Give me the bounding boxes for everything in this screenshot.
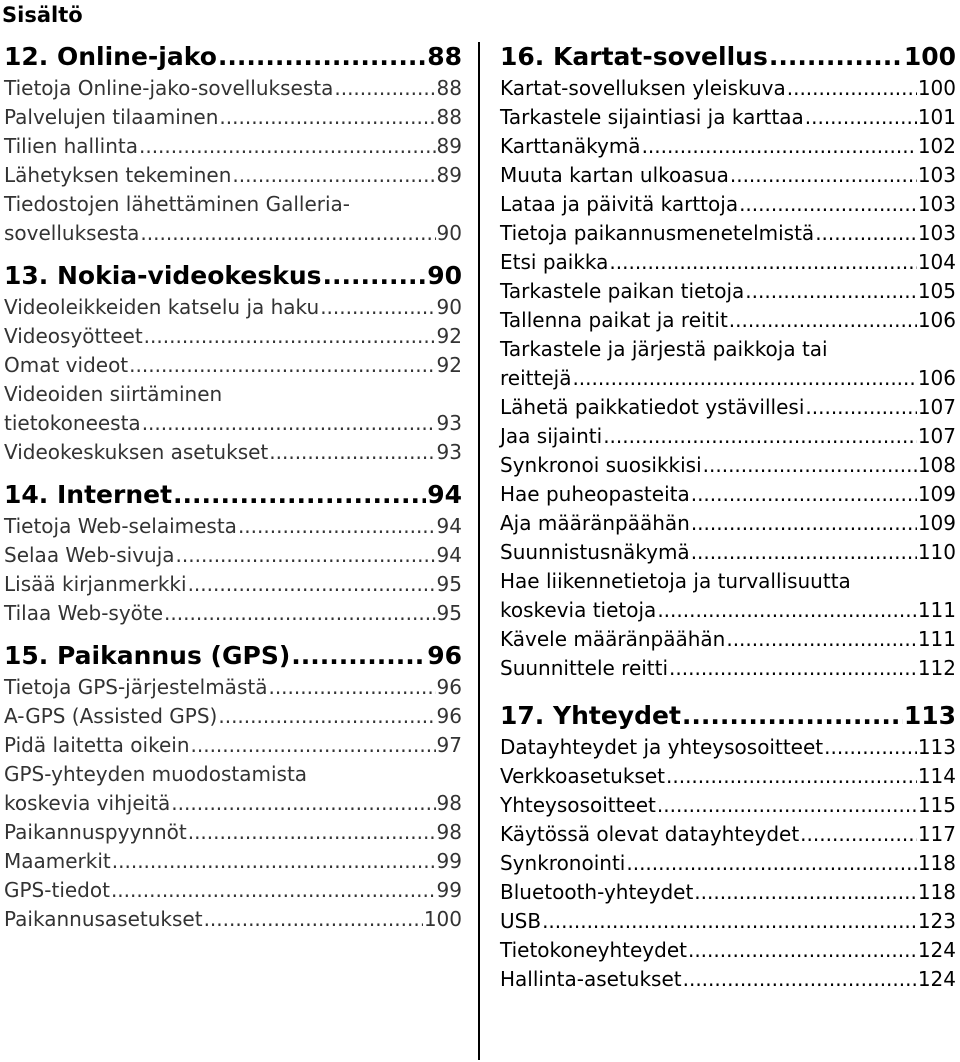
dot-leader (745, 277, 917, 306)
toc-entry[interactable] (4, 818, 462, 847)
section-title[interactable] (4, 40, 462, 74)
toc-entry-line (4, 293, 462, 322)
toc-section (4, 259, 462, 467)
toc-entry[interactable] (4, 293, 462, 322)
dot-leader (112, 847, 436, 876)
dot-leader (603, 422, 917, 451)
dot-leader (218, 702, 435, 731)
toc-entry[interactable] (500, 878, 956, 907)
toc-entry-line (4, 161, 462, 190)
dot-leader (694, 878, 917, 907)
dot-leader (171, 789, 435, 818)
dot-leader (669, 654, 917, 683)
toc-entry-line (500, 306, 956, 335)
toc-entry-label: Tietoja paikannusmenetelmistä (500, 221, 815, 245)
toc-entry-line (4, 847, 462, 876)
toc-entry-label: USB (500, 909, 542, 933)
dot-leader (140, 219, 435, 248)
toc-entry-label: koskevia vihjeitä (4, 791, 171, 815)
section-title-label: 14. Internet (4, 480, 173, 509)
toc-entry-line (4, 351, 462, 380)
section-title[interactable] (4, 478, 462, 512)
toc-entry[interactable] (500, 422, 956, 451)
toc-entry-label-line1: Tarkastele ja järjestä paikkoja tai (500, 337, 828, 361)
toc-entry-page-number: 108 (917, 453, 956, 477)
toc-entry-line (500, 364, 956, 393)
toc-entry-label: Lähetä paikkatiedot ystävillesi (500, 395, 805, 419)
toc-entry-label: Tietoja Web-selaimesta (4, 514, 237, 538)
toc-entry-page-number: 109 (917, 482, 956, 506)
toc-entry-label: Synkronointi (500, 851, 626, 875)
toc-entry-line (4, 132, 462, 161)
toc-section (500, 699, 956, 994)
toc-entry-label-line1: Tiedostojen lähettäminen Galleria- (4, 192, 350, 216)
toc-entry-page-number: 103 (917, 221, 956, 245)
toc-entry-label: Tilaa Web-syöte (4, 601, 164, 625)
toc-entry[interactable] (500, 965, 956, 994)
toc-entry-label: Lähetyksen tekeminen (4, 163, 232, 187)
toc-entry[interactable] (4, 570, 462, 599)
toc-entry[interactable] (4, 103, 462, 132)
dot-leader (142, 409, 436, 438)
dot-leader (173, 478, 426, 512)
toc-entry[interactable] (4, 541, 462, 570)
toc-section (4, 40, 462, 248)
dot-leader (726, 625, 916, 654)
section-page-number: 96 (427, 641, 462, 670)
toc-entry-line (500, 596, 956, 625)
toc-section (4, 639, 462, 934)
section-page-number: 113 (903, 701, 956, 730)
section-title[interactable] (4, 259, 462, 293)
toc-entry-page-number: 101 (917, 105, 956, 129)
toc-entry-label-line1: Videoiden siirtäminen (4, 382, 223, 406)
toc-entry[interactable] (500, 132, 956, 161)
dot-leader (642, 132, 917, 161)
toc-entry-page-number: 103 (917, 192, 956, 216)
toc-entry[interactable] (4, 702, 462, 731)
toc-entry-label: Hae puheopasteita (500, 482, 690, 506)
section-page-number: 94 (427, 480, 462, 509)
toc-entry-page-number: 115 (917, 793, 956, 817)
toc-entry-line (500, 161, 956, 190)
toc-entry-page-number: 90 (436, 221, 462, 245)
toc-entry-line (500, 849, 956, 878)
toc-entry-label: reittejä (500, 366, 572, 390)
toc-entry[interactable] (500, 248, 956, 277)
toc-entry[interactable] (500, 451, 956, 480)
toc-entry-page-number: 124 (917, 938, 956, 962)
toc-entry[interactable] (500, 74, 956, 103)
toc-entry-page-number: 111 (917, 627, 956, 651)
toc-entry-line (500, 132, 956, 161)
section-title-label: 13. Nokia-videokeskus (4, 261, 322, 290)
toc-entry[interactable] (4, 847, 462, 876)
toc-entry[interactable] (500, 219, 956, 248)
toc-entry[interactable] (4, 380, 462, 438)
dot-leader (703, 451, 917, 480)
toc-entry-page-number: 88 (436, 76, 462, 100)
section-title[interactable] (500, 40, 956, 74)
toc-entry[interactable] (500, 538, 956, 567)
toc-entry-label: Aja määränpäähän (500, 511, 690, 535)
toc-entry-label: Käytössä olevat datayhteydet (500, 822, 800, 846)
toc-entry-line (500, 733, 956, 762)
toc-entry-label: Videosyötteet (4, 324, 143, 348)
dot-leader (800, 820, 917, 849)
section-title[interactable] (500, 699, 956, 733)
toc-entry-label: Etsi paikka (500, 250, 609, 274)
toc-entry-label: Kävele määränpäähän (500, 627, 726, 651)
dot-leader (657, 791, 917, 820)
toc-entry-label: Bluetooth-yhteydet (500, 880, 694, 904)
toc-entry-line (500, 451, 956, 480)
toc-entry-line (500, 762, 956, 791)
toc-entry-label: Jaa sijainti (500, 424, 603, 448)
toc-entry[interactable] (500, 791, 956, 820)
toc-entry-page-number: 103 (917, 163, 956, 187)
toc-entry-line (500, 74, 956, 103)
toc-entry-line (4, 409, 462, 438)
toc-entry[interactable] (500, 161, 956, 190)
toc-entry-label: Tietokoneyhteydet (500, 938, 687, 962)
toc-entry-page-number: 104 (917, 250, 956, 274)
toc-entry[interactable] (4, 438, 462, 467)
toc-entry[interactable] (4, 512, 462, 541)
toc-entry-label: tietokoneesta (4, 411, 141, 435)
dot-leader (320, 293, 435, 322)
dot-leader (805, 393, 916, 422)
toc-entry-line (4, 876, 462, 905)
dot-leader (805, 103, 917, 132)
toc-entry-page-number: 93 (436, 440, 462, 464)
toc-entry[interactable] (500, 762, 956, 791)
toc-entry[interactable] (500, 335, 956, 393)
toc-entry-line (500, 422, 956, 451)
toc-entry-line (500, 965, 956, 994)
toc-entry-page-number: 89 (436, 163, 462, 187)
section-title-label: 15. Paikannus (GPS) (4, 641, 291, 670)
dot-leader (139, 132, 436, 161)
toc-entry-line (4, 438, 462, 467)
toc-entry-page-number: 109 (917, 511, 956, 535)
toc-entry-line (500, 393, 956, 422)
section-title-label: 12. Online-jako (4, 42, 217, 71)
toc-entry[interactable] (500, 480, 956, 509)
toc-entry-page-number: 90 (436, 295, 462, 319)
toc-entry-page-number: 111 (917, 598, 956, 622)
toc-entry[interactable] (500, 820, 956, 849)
toc-entry-line (4, 322, 462, 351)
dot-leader (238, 512, 436, 541)
dot-leader (334, 74, 435, 103)
toc-entry[interactable] (4, 599, 462, 628)
dot-leader (268, 673, 435, 702)
toc-entry-page-number: 110 (917, 540, 956, 564)
toc-entry-label: Verkkoasetukset (500, 764, 665, 788)
toc-entry-page-number: 118 (917, 851, 956, 875)
dot-leader (609, 248, 916, 277)
toc-entry[interactable] (500, 509, 956, 538)
dot-leader (291, 639, 426, 673)
toc-entry-line (500, 103, 956, 132)
toc-entry-page-number: 106 (917, 366, 956, 390)
toc-section (500, 40, 956, 683)
toc-entry[interactable] (4, 905, 462, 934)
toc-entry[interactable] (4, 673, 462, 702)
dot-leader (542, 907, 917, 936)
toc-entry[interactable] (500, 654, 956, 683)
dot-leader (626, 849, 916, 878)
dot-leader (188, 570, 436, 599)
toc-entry[interactable] (500, 625, 956, 654)
toc-entry-label: Paikannuspyynnöt (4, 820, 187, 844)
dot-leader (204, 905, 423, 934)
toc-entry-label: koskevia tietoja (500, 598, 657, 622)
toc-entry[interactable] (4, 322, 462, 351)
toc-entry-page-number: 113 (917, 735, 956, 759)
toc-entry-label: Hallinta-asetukset (500, 967, 682, 991)
dot-leader (129, 351, 435, 380)
section-page-number: 90 (427, 261, 462, 290)
dot-leader (824, 733, 917, 762)
dot-leader (683, 965, 917, 994)
dot-leader (219, 103, 435, 132)
toc-entry-label: Synkronoi suosikkisi (500, 453, 702, 477)
section-page-number: 100 (903, 42, 956, 71)
toc-entry-label: Tietoja GPS-järjestelmästä (4, 675, 268, 699)
dot-leader (691, 509, 917, 538)
toc-entry-label: Datayhteydet ja yhteysosoitteet (500, 735, 824, 759)
toc-entry-page-number: 100 (423, 907, 462, 931)
toc-entry[interactable] (4, 161, 462, 190)
toc-entry-label: Tilien hallinta (4, 134, 138, 158)
dot-leader (218, 40, 426, 74)
toc-column-right (500, 40, 956, 994)
toc-entry-line (4, 512, 462, 541)
dot-leader (769, 40, 903, 74)
toc-entry-label: Suunnittele reitti (500, 656, 669, 680)
dot-leader (657, 596, 917, 625)
section-title-label: 17. Yhteydet (500, 701, 681, 730)
toc-entry-line (4, 74, 462, 103)
toc-entry-page-number: 106 (917, 308, 956, 332)
toc-entry-page-number: 92 (436, 324, 462, 348)
toc-entry[interactable] (500, 936, 956, 965)
toc-entry-label: Maamerkit (4, 849, 111, 873)
toc-entry-line (4, 219, 462, 248)
toc-entry-label: Suunnistusnäkymä (500, 540, 690, 564)
toc-entry[interactable] (500, 907, 956, 936)
toc-entry-label-line1: GPS-yhteyden muodostamista (4, 762, 308, 786)
toc-entry-line (4, 103, 462, 132)
toc-entry-line (500, 820, 956, 849)
toc-entry-line (500, 509, 956, 538)
toc-column-left (4, 40, 462, 934)
toc-entry-line (4, 570, 462, 599)
toc-entry-page-number: 95 (436, 572, 462, 596)
toc-entry-page-number: 114 (917, 764, 956, 788)
dot-leader (572, 364, 916, 393)
toc-entry[interactable] (500, 306, 956, 335)
dot-leader (144, 322, 436, 351)
dot-leader (688, 936, 917, 965)
dot-leader (164, 599, 436, 628)
toc-entry-page-number: 88 (436, 105, 462, 129)
toc-entry[interactable] (4, 190, 462, 248)
toc-entry-line (500, 907, 956, 936)
dot-leader (730, 161, 917, 190)
toc-entry-line (500, 480, 956, 509)
page-header: Sisältö (2, 3, 83, 27)
dot-leader (729, 306, 917, 335)
toc-entry-page-number: 96 (436, 675, 462, 699)
toc-entry-label: Yhteysosoitteet (500, 793, 656, 817)
toc-entry-line (4, 731, 462, 760)
toc-entry-page-number: 123 (917, 909, 956, 933)
column-divider (478, 42, 480, 1060)
toc-entry-line (500, 791, 956, 820)
section-title[interactable] (4, 639, 462, 673)
toc-entry-label: sovelluksesta (4, 221, 140, 245)
toc-entry[interactable] (4, 351, 462, 380)
toc-entry[interactable] (4, 74, 462, 103)
toc-entry-page-number: 117 (917, 822, 956, 846)
toc-entry[interactable] (500, 849, 956, 878)
toc-entry-line (500, 538, 956, 567)
toc-entry-label: Lataa ja päivitä karttoja (500, 192, 739, 216)
toc-entry-line (500, 248, 956, 277)
toc-entry-page-number: 112 (917, 656, 956, 680)
dot-leader (323, 259, 427, 293)
section-title-label: 16. Kartat-sovellus (500, 42, 768, 71)
toc-entry-line (4, 818, 462, 847)
toc-entry-label: A-GPS (Assisted GPS) (4, 704, 218, 728)
toc-entry-page-number: 92 (436, 353, 462, 377)
toc-entry-line (500, 654, 956, 683)
toc-entry-label: Paikannusasetukset (4, 907, 203, 931)
toc-entry-label: Selaa Web-sivuja (4, 543, 175, 567)
toc-entry-label: GPS-tiedot (4, 878, 110, 902)
toc-entry-label: Tarkastele paikan tietoja (500, 279, 745, 303)
toc-entry-label-line1: Hae liikennetietoja ja turvallisuutta (500, 569, 851, 593)
toc-entry-label: Karttanäkymä (500, 134, 641, 158)
toc-entry-page-number: 107 (917, 395, 956, 419)
toc-entry[interactable] (500, 103, 956, 132)
dot-leader (176, 541, 436, 570)
toc-entry-page-number: 97 (436, 733, 462, 757)
toc-entry-page-number: 94 (436, 514, 462, 538)
dot-leader (787, 74, 917, 103)
toc-entry-label: Tietoja Online-jako-sovelluksesta (4, 76, 334, 100)
toc-entry[interactable] (4, 731, 462, 760)
toc-entry-label: Lisää kirjanmerkki (4, 572, 187, 596)
toc-section (4, 478, 462, 628)
toc-entry-page-number: 107 (917, 424, 956, 448)
toc-entry[interactable] (500, 190, 956, 219)
toc-entry-label: Kartat-sovelluksen yleiskuva (500, 76, 786, 100)
toc-entry-line (500, 219, 956, 248)
dot-leader (739, 190, 917, 219)
toc-entry[interactable] (4, 132, 462, 161)
toc-entry-page-number: 98 (436, 820, 462, 844)
toc-entry-label: Tarkastele sijaintiasi ja karttaa (500, 105, 804, 129)
toc-entry-page-number: 94 (436, 543, 462, 567)
toc-entry-page-number: 105 (917, 279, 956, 303)
toc-entry-line (4, 702, 462, 731)
dot-leader (691, 538, 917, 567)
toc-entry-line (4, 599, 462, 628)
toc-entry[interactable] (4, 876, 462, 905)
toc-entry-line (4, 541, 462, 570)
toc-entry-label: Tallenna paikat ja reitit (500, 308, 728, 332)
toc-entry-label: Videokeskuksen asetukset (4, 440, 269, 464)
toc-entry[interactable] (500, 733, 956, 762)
toc-entry-line (500, 936, 956, 965)
dot-leader (191, 731, 436, 760)
toc-entry-label: Omat videot (4, 353, 129, 377)
dot-leader (269, 438, 435, 467)
toc-entry-page-number: 93 (436, 411, 462, 435)
dot-leader (188, 818, 436, 847)
toc-entry-page-number: 99 (436, 878, 462, 902)
toc-entry-page-number: 99 (436, 849, 462, 873)
section-page-number: 88 (427, 42, 462, 71)
toc-entry-page-number: 100 (917, 76, 956, 100)
toc-entry-label: Videoleikkeiden katselu ja haku (4, 295, 320, 319)
toc-entry-label: Muuta kartan ulkoasua (500, 163, 729, 187)
toc-entry-line (4, 789, 462, 818)
toc-entry[interactable] (4, 760, 462, 818)
toc-entry[interactable] (500, 393, 956, 422)
toc-entry-page-number: 98 (436, 791, 462, 815)
toc-entry-label: Palvelujen tilaaminen (4, 105, 219, 129)
dot-leader (666, 762, 917, 791)
toc-entry[interactable] (500, 277, 956, 306)
toc-entry-line (4, 673, 462, 702)
toc-entry-page-number: 96 (436, 704, 462, 728)
toc-entry-page-number: 124 (917, 967, 956, 991)
toc-entry-line (500, 277, 956, 306)
dot-leader (232, 161, 435, 190)
toc-entry-line (500, 625, 956, 654)
toc-entry[interactable] (500, 567, 956, 625)
dot-leader (682, 699, 903, 733)
toc-entry-page-number: 89 (436, 134, 462, 158)
toc-entry-line (4, 905, 462, 934)
dot-leader (691, 480, 917, 509)
dot-leader (815, 219, 917, 248)
dot-leader (111, 876, 436, 905)
toc-entry-page-number: 118 (917, 880, 956, 904)
toc-entry-label: Pidä laitetta oikein (4, 733, 190, 757)
toc-entry-page-number: 102 (917, 134, 956, 158)
toc-entry-line (500, 190, 956, 219)
toc-entry-line (500, 878, 956, 907)
toc-entry-page-number: 95 (436, 601, 462, 625)
